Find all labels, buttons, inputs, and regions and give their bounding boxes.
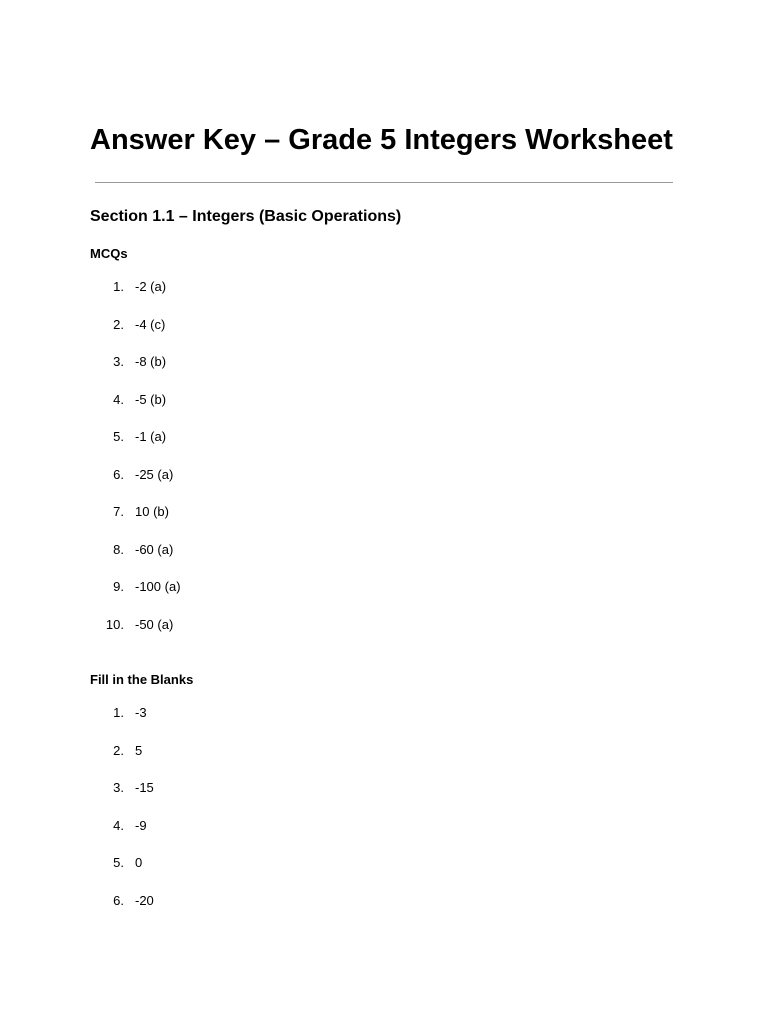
document-title: Answer Key – Grade 5 Integers Worksheet [90,124,673,156]
item-number: 8. [113,541,124,557]
item-number: 6. [113,892,124,908]
item-answer: -100 (a) [135,579,181,594]
item-answer: -20 [135,892,154,908]
item-number: 6. [113,466,124,482]
item-number: 4. [113,391,124,407]
item-number: 10. [105,616,124,632]
item-answer: 10 (b) [135,504,169,519]
item-number: 2. [113,316,124,332]
item-number: 5. [113,429,124,444]
item-answer: -4 (c) [135,316,166,332]
fill-blanks-heading: Fill in the Blanks [90,672,194,687]
item-answer: -2 (a) [135,279,167,294]
item-answer: -50 (a) [135,616,174,632]
item-number: 3. [113,354,124,369]
item-number: 5. [113,855,124,870]
title-divider [95,182,673,183]
item-number: 1. [113,705,124,720]
item-number: 1. [113,279,124,294]
item-answer: -8 (b) [135,354,167,369]
item-answer: -15 [135,780,154,795]
item-number: 7. [113,504,124,519]
item-answer: -1 (a) [135,429,167,444]
item-answer: -9 [135,817,147,833]
item-answer: -3 [135,705,147,720]
item-number: 3. [113,780,124,795]
item-answer: -5 (b) [135,391,167,407]
item-number: 2. [113,742,124,758]
mcqs-heading: MCQs [90,246,128,261]
section-heading: Section 1.1 – Integers (Basic Operations) [90,208,402,225]
item-answer: 5 [135,742,143,758]
item-number: 9. [113,579,124,594]
item-answer: 0 [135,855,143,870]
item-answer: -25 (a) [135,466,174,482]
item-number: 4. [113,817,124,833]
item-answer: -60 (a) [135,541,174,557]
